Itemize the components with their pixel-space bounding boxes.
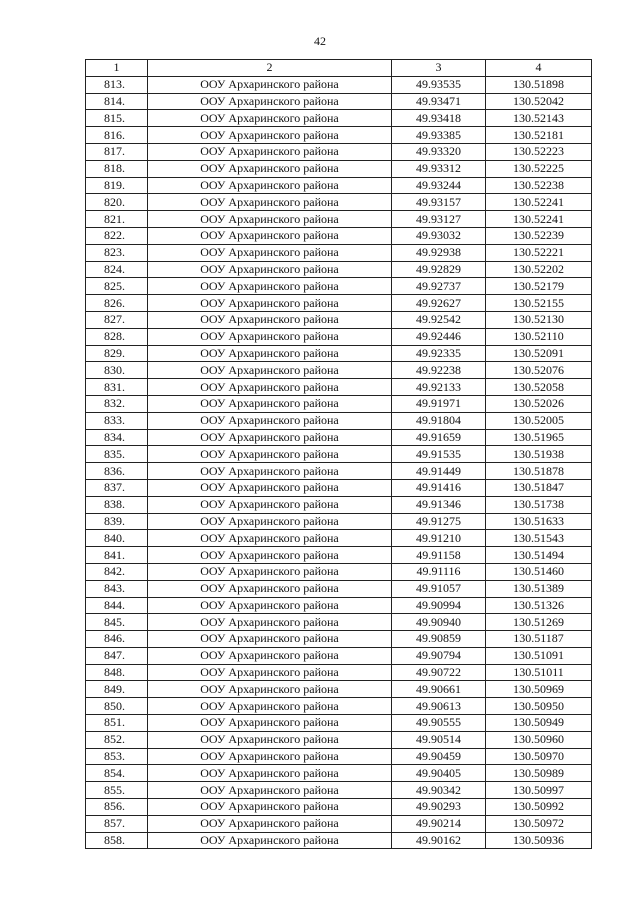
- table-row: [86, 143, 592, 160]
- latitude-cell: 49.92542: [392, 311, 486, 328]
- latitude-cell: 49.91971: [392, 395, 486, 412]
- latitude-cell: 49.93320: [392, 143, 486, 160]
- table-row: [86, 395, 592, 412]
- row-number-cell: 835.: [86, 446, 148, 463]
- longitude-cell: 130.52181: [486, 127, 592, 144]
- longitude-cell: 130.52223: [486, 143, 592, 160]
- table-row: [86, 597, 592, 614]
- row-number-cell: 855.: [86, 782, 148, 799]
- latitude-cell: 49.90405: [392, 765, 486, 782]
- object-name-cell: ООУ Архаринского района: [148, 244, 392, 261]
- row-number-cell: 842.: [86, 563, 148, 580]
- longitude-cell: 130.51738: [486, 496, 592, 513]
- object-name-cell: ООУ Архаринского района: [148, 278, 392, 295]
- row-number-cell: 815.: [86, 110, 148, 127]
- object-name-cell: ООУ Архаринского района: [148, 664, 392, 681]
- table-row: [86, 815, 592, 832]
- object-name-cell: ООУ Архаринского района: [148, 479, 392, 496]
- row-number-cell: 857.: [86, 815, 148, 832]
- longitude-cell: 130.52225: [486, 160, 592, 177]
- longitude-cell: 130.52005: [486, 412, 592, 429]
- table-row: [86, 832, 592, 849]
- longitude-cell: 130.50960: [486, 731, 592, 748]
- longitude-cell: 130.52239: [486, 227, 592, 244]
- table-row: [86, 765, 592, 782]
- object-name-cell: ООУ Архаринского района: [148, 143, 392, 160]
- latitude-cell: 49.91057: [392, 580, 486, 597]
- object-name-cell: ООУ Архаринского района: [148, 731, 392, 748]
- table-row: [86, 681, 592, 698]
- longitude-cell: 130.50970: [486, 748, 592, 765]
- latitude-cell: 49.92938: [392, 244, 486, 261]
- table-row: [86, 479, 592, 496]
- longitude-cell: 130.50997: [486, 782, 592, 799]
- longitude-cell: 130.51269: [486, 614, 592, 631]
- row-number-cell: 853.: [86, 748, 148, 765]
- table-row: [86, 782, 592, 799]
- object-name-cell: ООУ Архаринского района: [148, 261, 392, 278]
- row-number-cell: 821.: [86, 211, 148, 228]
- latitude-cell: 49.90613: [392, 698, 486, 715]
- object-name-cell: ООУ Архаринского района: [148, 227, 392, 244]
- latitude-cell: 49.90514: [392, 731, 486, 748]
- latitude-cell: 49.93127: [392, 211, 486, 228]
- column-header: 4: [486, 60, 592, 77]
- longitude-cell: 130.51878: [486, 463, 592, 480]
- object-name-cell: ООУ Архаринского района: [148, 345, 392, 362]
- latitude-cell: 49.92335: [392, 345, 486, 362]
- longitude-cell: 130.51965: [486, 429, 592, 446]
- row-number-cell: 852.: [86, 731, 148, 748]
- row-number-cell: 830.: [86, 362, 148, 379]
- row-number-cell: 851.: [86, 715, 148, 732]
- column-header: 1: [86, 60, 148, 77]
- longitude-cell: 130.50950: [486, 698, 592, 715]
- row-number-cell: 838.: [86, 496, 148, 513]
- longitude-cell: 130.50969: [486, 681, 592, 698]
- table-row: [86, 177, 592, 194]
- latitude-cell: 49.90555: [392, 715, 486, 732]
- table-row: [86, 362, 592, 379]
- object-name-cell: ООУ Архаринского района: [148, 715, 392, 732]
- latitude-cell: 49.92133: [392, 379, 486, 396]
- object-name-cell: ООУ Архаринского района: [148, 110, 392, 127]
- latitude-cell: 49.92238: [392, 362, 486, 379]
- row-number-cell: 850.: [86, 698, 148, 715]
- latitude-cell: 49.90940: [392, 614, 486, 631]
- row-number-cell: 829.: [86, 345, 148, 362]
- object-name-cell: ООУ Архаринского района: [148, 513, 392, 530]
- longitude-cell: 130.51389: [486, 580, 592, 597]
- table-row: [86, 311, 592, 328]
- longitude-cell: 130.52241: [486, 194, 592, 211]
- longitude-cell: 130.52091: [486, 345, 592, 362]
- object-name-cell: ООУ Архаринского района: [148, 832, 392, 849]
- object-name-cell: ООУ Архаринского района: [148, 160, 392, 177]
- row-number-cell: 828.: [86, 328, 148, 345]
- row-number-cell: 833.: [86, 412, 148, 429]
- latitude-cell: 49.93418: [392, 110, 486, 127]
- table-row: [86, 664, 592, 681]
- column-header: 2: [148, 60, 392, 77]
- object-name-cell: ООУ Архаринского района: [148, 194, 392, 211]
- object-name-cell: ООУ Архаринского района: [148, 395, 392, 412]
- table-body: [86, 76, 592, 849]
- row-number-cell: 824.: [86, 261, 148, 278]
- object-name-cell: ООУ Архаринского района: [148, 412, 392, 429]
- row-number-cell: 814.: [86, 93, 148, 110]
- row-number-cell: 827.: [86, 311, 148, 328]
- table-row: [86, 647, 592, 664]
- row-number-cell: 820.: [86, 194, 148, 211]
- row-number-cell: 832.: [86, 395, 148, 412]
- table-row: [86, 731, 592, 748]
- object-name-cell: ООУ Архаринского района: [148, 127, 392, 144]
- row-number-cell: 858.: [86, 832, 148, 849]
- object-name-cell: ООУ Архаринского района: [148, 681, 392, 698]
- table-row: [86, 698, 592, 715]
- row-number-cell: 836.: [86, 463, 148, 480]
- longitude-cell: 130.52076: [486, 362, 592, 379]
- longitude-cell: 130.51011: [486, 664, 592, 681]
- object-name-cell: ООУ Архаринского района: [148, 446, 392, 463]
- latitude-cell: 49.91804: [392, 412, 486, 429]
- row-number-cell: 848.: [86, 664, 148, 681]
- table-row: [86, 345, 592, 362]
- longitude-cell: 130.51187: [486, 631, 592, 648]
- row-number-cell: 841.: [86, 547, 148, 564]
- object-name-cell: ООУ Архаринского района: [148, 76, 392, 93]
- latitude-cell: 49.92446: [392, 328, 486, 345]
- row-number-cell: 847.: [86, 647, 148, 664]
- longitude-cell: 130.51938: [486, 446, 592, 463]
- table-row: [86, 412, 592, 429]
- table-row: [86, 160, 592, 177]
- latitude-cell: 49.91659: [392, 429, 486, 446]
- longitude-cell: 130.50949: [486, 715, 592, 732]
- object-name-cell: ООУ Архаринского района: [148, 311, 392, 328]
- row-number-cell: 826.: [86, 295, 148, 312]
- latitude-cell: 49.93535: [392, 76, 486, 93]
- row-number-cell: 840.: [86, 530, 148, 547]
- page-number: 42: [314, 34, 326, 48]
- row-number-cell: 831.: [86, 379, 148, 396]
- longitude-cell: 130.52155: [486, 295, 592, 312]
- latitude-cell: 49.91116: [392, 563, 486, 580]
- longitude-cell: 130.52241: [486, 211, 592, 228]
- table-row: [86, 446, 592, 463]
- latitude-cell: 49.90722: [392, 664, 486, 681]
- object-name-cell: ООУ Архаринского района: [148, 748, 392, 765]
- longitude-cell: 130.52058: [486, 379, 592, 396]
- table-row: [86, 110, 592, 127]
- row-number-cell: 856.: [86, 799, 148, 816]
- table-row: [86, 614, 592, 631]
- longitude-cell: 130.51543: [486, 530, 592, 547]
- longitude-cell: 130.51460: [486, 563, 592, 580]
- latitude-cell: 49.90661: [392, 681, 486, 698]
- table-row: [86, 463, 592, 480]
- longitude-cell: 130.52026: [486, 395, 592, 412]
- row-number-cell: 839.: [86, 513, 148, 530]
- object-name-cell: ООУ Архаринского района: [148, 765, 392, 782]
- object-name-cell: ООУ Архаринского района: [148, 93, 392, 110]
- longitude-cell: 130.52179: [486, 278, 592, 295]
- object-name-cell: ООУ Архаринского района: [148, 580, 392, 597]
- latitude-cell: 49.91416: [392, 479, 486, 496]
- table-row: [86, 211, 592, 228]
- table-header-row: [86, 60, 592, 77]
- table-row: [86, 513, 592, 530]
- row-number-cell: 818.: [86, 160, 148, 177]
- table-row: [86, 748, 592, 765]
- object-name-cell: ООУ Архаринского района: [148, 463, 392, 480]
- longitude-cell: 130.50989: [486, 765, 592, 782]
- longitude-cell: 130.52130: [486, 311, 592, 328]
- row-number-cell: 845.: [86, 614, 148, 631]
- table-row: [86, 76, 592, 93]
- longitude-cell: 130.52202: [486, 261, 592, 278]
- object-name-cell: ООУ Архаринского района: [148, 631, 392, 648]
- object-name-cell: ООУ Архаринского района: [148, 597, 392, 614]
- row-number-cell: 837.: [86, 479, 148, 496]
- object-name-cell: ООУ Архаринского района: [148, 782, 392, 799]
- longitude-cell: 130.51326: [486, 597, 592, 614]
- table-row: [86, 799, 592, 816]
- table-row: [86, 127, 592, 144]
- object-name-cell: ООУ Архаринского района: [148, 698, 392, 715]
- latitude-cell: 49.90859: [392, 631, 486, 648]
- coordinates-table: [85, 59, 592, 849]
- table-row: [86, 194, 592, 211]
- latitude-cell: 49.90994: [392, 597, 486, 614]
- latitude-cell: 49.91275: [392, 513, 486, 530]
- object-name-cell: ООУ Архаринского района: [148, 328, 392, 345]
- longitude-cell: 130.52143: [486, 110, 592, 127]
- latitude-cell: 49.93471: [392, 93, 486, 110]
- object-name-cell: ООУ Архаринского района: [148, 815, 392, 832]
- latitude-cell: 49.90162: [392, 832, 486, 849]
- object-name-cell: ООУ Архаринского района: [148, 496, 392, 513]
- latitude-cell: 49.90459: [392, 748, 486, 765]
- longitude-cell: 130.52238: [486, 177, 592, 194]
- latitude-cell: 49.92829: [392, 261, 486, 278]
- table-row: [86, 580, 592, 597]
- row-number-cell: 819.: [86, 177, 148, 194]
- object-name-cell: ООУ Архаринского района: [148, 379, 392, 396]
- longitude-cell: 130.52221: [486, 244, 592, 261]
- longitude-cell: 130.51898: [486, 76, 592, 93]
- row-number-cell: 825.: [86, 278, 148, 295]
- latitude-cell: 49.90794: [392, 647, 486, 664]
- table-row: [86, 261, 592, 278]
- row-number-cell: 816.: [86, 127, 148, 144]
- table-row: [86, 278, 592, 295]
- table-row: [86, 295, 592, 312]
- latitude-cell: 49.91449: [392, 463, 486, 480]
- row-number-cell: 846.: [86, 631, 148, 648]
- row-number-cell: 849.: [86, 681, 148, 698]
- latitude-cell: 49.91210: [392, 530, 486, 547]
- longitude-cell: 130.50992: [486, 799, 592, 816]
- latitude-cell: 49.91158: [392, 547, 486, 564]
- table-row: [86, 227, 592, 244]
- row-number-cell: 844.: [86, 597, 148, 614]
- row-number-cell: 817.: [86, 143, 148, 160]
- latitude-cell: 49.93385: [392, 127, 486, 144]
- longitude-cell: 130.51633: [486, 513, 592, 530]
- latitude-cell: 49.93244: [392, 177, 486, 194]
- latitude-cell: 49.91535: [392, 446, 486, 463]
- latitude-cell: 49.93312: [392, 160, 486, 177]
- longitude-cell: 130.52110: [486, 328, 592, 345]
- table-row: [86, 379, 592, 396]
- longitude-cell: 130.51494: [486, 547, 592, 564]
- object-name-cell: ООУ Архаринского района: [148, 799, 392, 816]
- latitude-cell: 49.90342: [392, 782, 486, 799]
- object-name-cell: ООУ Архаринского района: [148, 563, 392, 580]
- latitude-cell: 49.93157: [392, 194, 486, 211]
- row-number-cell: 834.: [86, 429, 148, 446]
- object-name-cell: ООУ Архаринского района: [148, 647, 392, 664]
- row-number-cell: 843.: [86, 580, 148, 597]
- object-name-cell: ООУ Архаринского района: [148, 362, 392, 379]
- object-name-cell: ООУ Архаринского района: [148, 530, 392, 547]
- object-name-cell: ООУ Архаринского района: [148, 211, 392, 228]
- longitude-cell: 130.50972: [486, 815, 592, 832]
- longitude-cell: 130.51847: [486, 479, 592, 496]
- latitude-cell: 49.92737: [392, 278, 486, 295]
- table-row: [86, 244, 592, 261]
- row-number-cell: 822.: [86, 227, 148, 244]
- object-name-cell: ООУ Архаринского района: [148, 429, 392, 446]
- table-row: [86, 547, 592, 564]
- latitude-cell: 49.90293: [392, 799, 486, 816]
- object-name-cell: ООУ Архаринского района: [148, 177, 392, 194]
- latitude-cell: 49.90214: [392, 815, 486, 832]
- column-header: 3: [392, 60, 486, 77]
- longitude-cell: 130.51091: [486, 647, 592, 664]
- object-name-cell: ООУ Архаринского района: [148, 547, 392, 564]
- longitude-cell: 130.52042: [486, 93, 592, 110]
- latitude-cell: 49.91346: [392, 496, 486, 513]
- row-number-cell: 854.: [86, 765, 148, 782]
- table-row: [86, 496, 592, 513]
- object-name-cell: ООУ Архаринского района: [148, 295, 392, 312]
- row-number-cell: 823.: [86, 244, 148, 261]
- object-name-cell: ООУ Архаринского района: [148, 614, 392, 631]
- table-row: [86, 429, 592, 446]
- table-row: [86, 530, 592, 547]
- table-row: [86, 328, 592, 345]
- table-row: [86, 563, 592, 580]
- row-number-cell: 813.: [86, 76, 148, 93]
- table-row: [86, 93, 592, 110]
- table-row: [86, 715, 592, 732]
- table-row: [86, 631, 592, 648]
- latitude-cell: 49.92627: [392, 295, 486, 312]
- longitude-cell: 130.50936: [486, 832, 592, 849]
- latitude-cell: 49.93032: [392, 227, 486, 244]
